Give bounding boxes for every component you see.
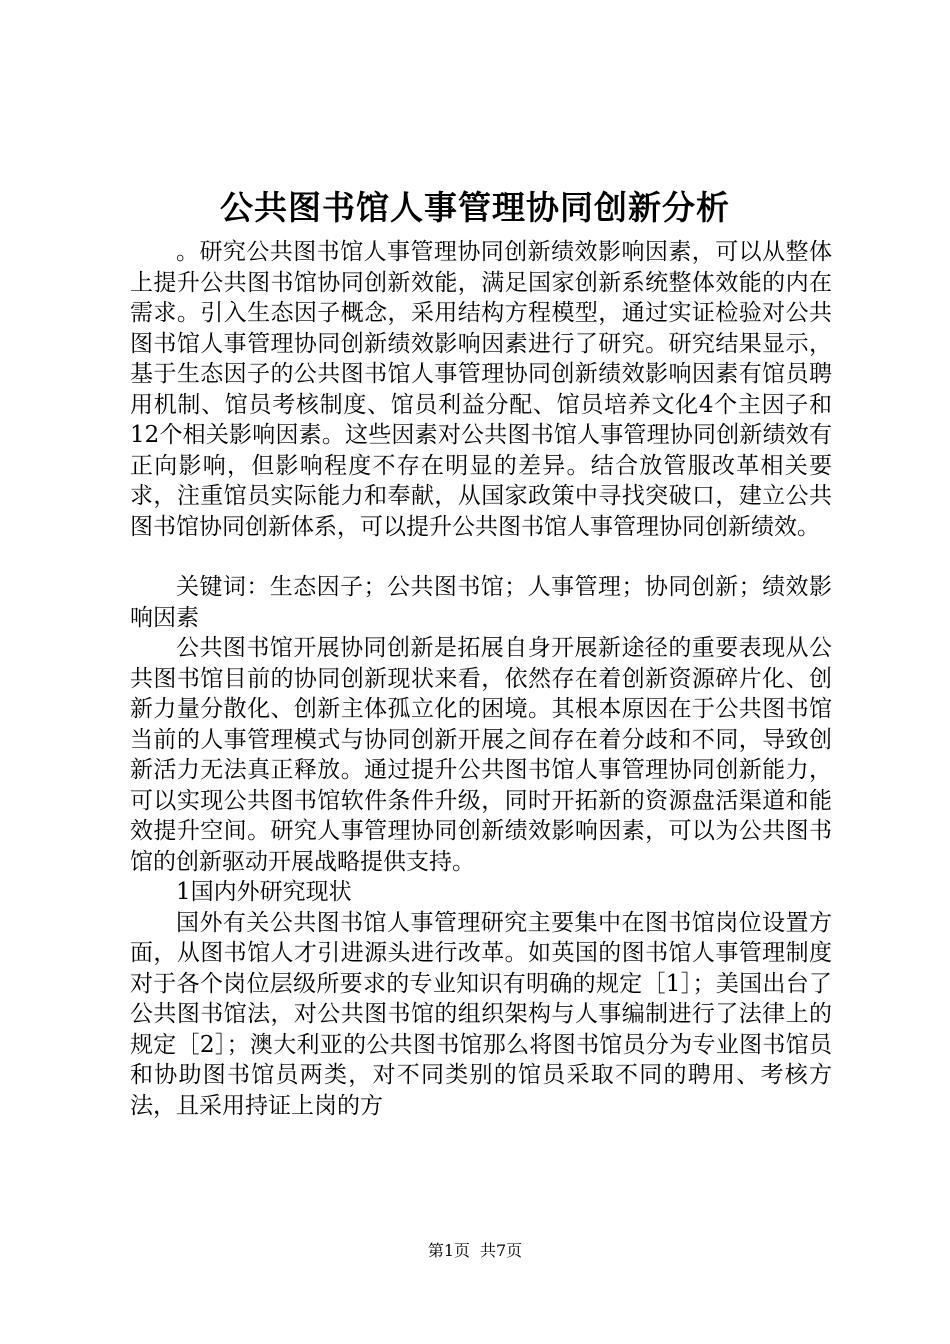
intro-paragraph: 公共图书馆开展协同创新是拓展自身开展新途径的重要表现从公共图书馆目前的协同创新现状来看，依然存在着创新资源碎片化、创新力量分散化、创新主体孤立化的困境。其根本原因在于公共图书馆当前的人事管理模式与协同创新开展之间存在着分歧和不同，导致创新活力无法真正释放。通过提升公共图书馆人事管理协同创新能力，可以实现公共图书馆软件条件升级，同时开拓新的资源盘活渠道和能效提升空间。研究人事管理协同创新绩效影响因素，可以为公共图书馆的创新驱动开展战略提供支持。: [130, 635, 832, 875]
abstract-paragraph: 。研究公共图书馆人事管理协同创新绩效影响因素，可以从整体上提升公共图书馆协同创新效能，满足国家创新系统整体效能的内在需求。引入生态因子概念，采用结构方程模型，通过实证检验对公共图书馆人事管理协同创新绩效影响因素进行了研究。研究结果显示，基于生态因子的公共图书馆人事管理协同创新绩效影响因素有馆员聘用机制、馆员考核制度、馆员利益分配、馆员培养文化4个主因子和12个相关影响因素。这些因素对公共图书馆人事管理协同创新绩效有正向影响，但影响程度不存在明显的差异。结合放管服改革相关要求，注重馆员实际能力和奉献，从国家政策中寻找突破口，建立公共图书馆协同创新体系，可以提升公共图书馆人事管理协同创新绩效。: [130, 239, 832, 540]
document-body: [130, 237, 832, 1121]
page-total: 共7页: [480, 1241, 523, 1260]
keywords-paragraph: 关键词：生态因子；公共图书馆；人事管理；协同创新；绩效影响因素: [130, 574, 832, 631]
page-number: 第1页: [427, 1241, 470, 1260]
section-paragraph: 国外有关公共图书馆人事管理研究主要集中在图书馆岗位设置方面，从图书馆人才引进源头进行改革。如英国的图书馆人事管理制度对于各个岗位层级所要求的专业知识有明确的规定［1］；美国出台了公共图书馆法，对公共图书馆的组织架构与人事编制进行了法律上的规定［2］；澳大利亚的公共图书馆那么将图书馆员分为专业图书馆员和协助图书馆员两类，对不同类别的馆员采取不同的聘用、考核方法，且采用持证上岗的方: [130, 909, 832, 1119]
page-footer: [0, 1240, 950, 1262]
section-heading: 1国内外研究现状: [176, 879, 352, 905]
document-title: 公共图书馆人事管理协同创新分析: [220, 188, 730, 227]
